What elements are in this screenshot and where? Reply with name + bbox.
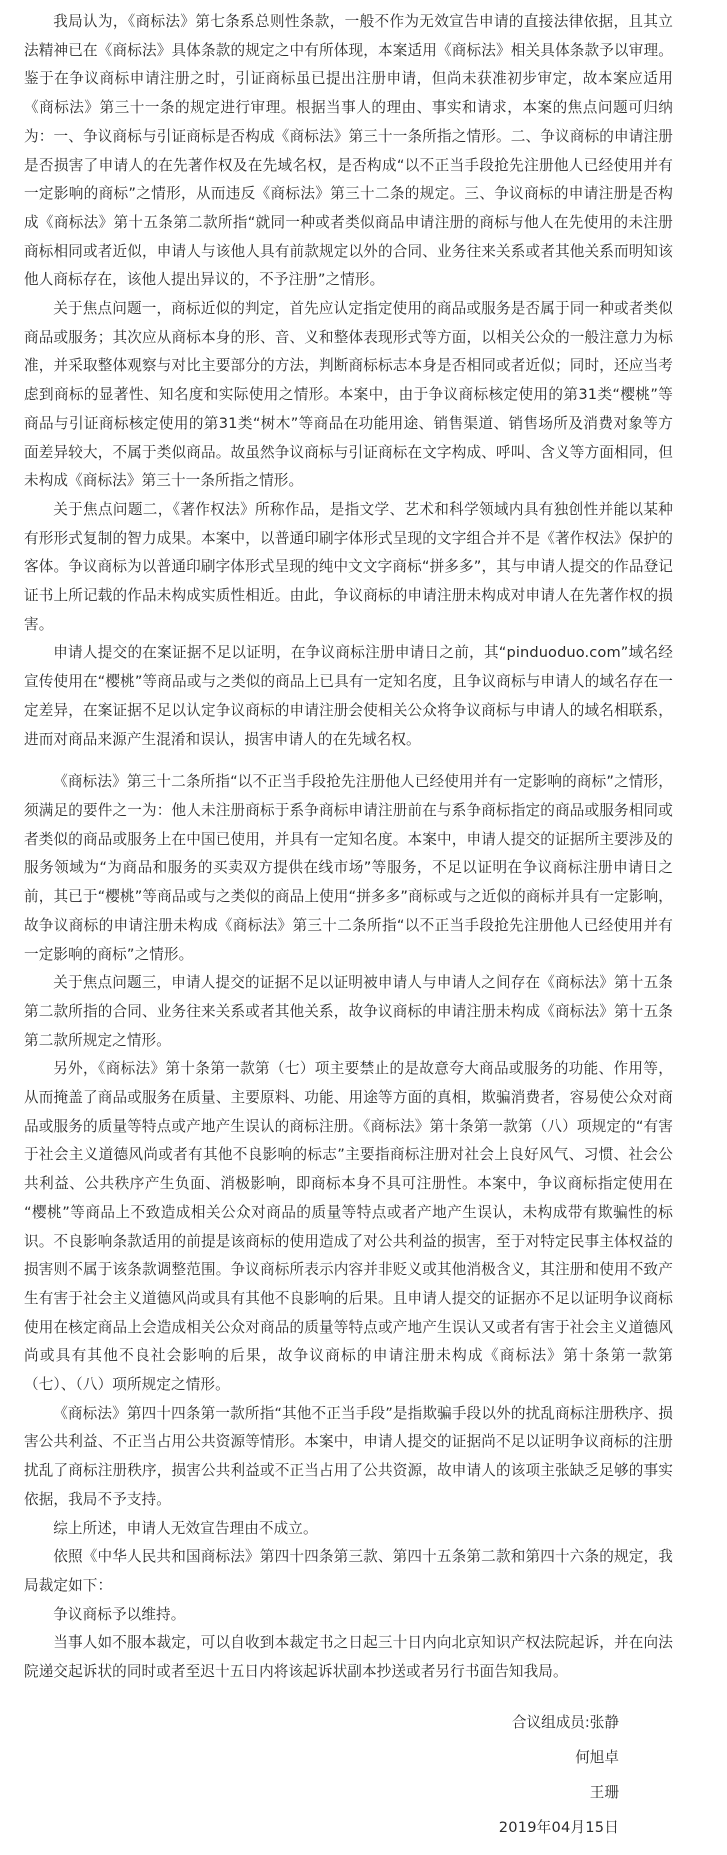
panel-member-2: 何旭卓 [575,1748,619,1766]
paragraph-6: 关于焦点问题三，申请人提交的证据不足以证明被申请人与申请人之间存在《商标法》第十五条第二款所指的合同、业务往来关系或者其他关系，故争议商标的申请注册未构成《商标法》第十五条第二款所规定之情形。 [24,974,673,1049]
paragraph-8: 《商标法》第四十四条第一款所指“其他不正当手段”是指欺骗手段以外的扰乱商标注册秩序、损害公共利益、不正当占用公共资源等情形。本案中，申请人提交的证据尚不足以证明争议商标的注册扰乱了商标注册秩序，损害公共利益或不正当占用了公共资源，故申请人的该项主张缺乏足够的事实依据，我局不予支持。 [24,1404,673,1508]
ruling-date: 2019年04月15日 [498,1818,619,1836]
paragraph-5: 《商标法》第三十二条所指“以不正当手段抢先注册他人已经使用并有一定影响的商标”之情形，须满足的要件之一为：他人未注册商标于系争商标申请注册前在与系争商标指定的商品或服务相同或者类似的商品或服务上在中国已使用，并具有一定知名度。本案中，申请人提交的证据所主要涉及的服务领域为“为商品和服务的买卖双方提供在线市场”等服务，不足以证明在争议商标注册申请日之前，其已于“樱桃”等商品或与之类似的商品上使用“拼多多”商标或与之近似的商标并具有一定影响，故争议商标的申请注册未构成《商标法》第三十二条所指“以不正当手段抢先注册他人已经使用并有一定影响的商标”之情形。 [24,773,673,963]
paragraph-legal-basis: 依照《中华人民共和国商标法》第四十四条第三款、第四十五条第二款和第四十六条的规定，我局裁定如下： [24,1548,673,1594]
paragraph-1: 我局认为，《商标法》第七条系总则性条款，一般不作为无效宣告申请的直接法律依据，且其立法精神已在《商标法》具体条款的规定之中有所体现，本案适用《商标法》相关具体条款予以审理。鉴于在争议商标申请注册之时，引证商标虽已提出注册申请，但尚未获准初步审定，故本案应适用《商标法》第三十一条的规定进行审理。根据当事人的理由、事实和请求，本案的焦点问题可归纳为：一、争议商标与引证商标是否构成《商标法》第三十一条所指之情形。二、争议商标的申请注册是否损害了申请人的在先著作权及在先域名权，是否构成“以不正当手段抢先注册他人已经使用并有一定影响的商标”之情形，从而违反《商标法》第三十二条的规定。三、争议商标的申请注册是否构成《商标法》第十五条第二款所指“就同一种或者类似商品申请注册的商标与他人在先使用的未注册商标相同或者近似，申请人与该他人具有前款规定以外的合同、业务往来关系或者其他关系而明知该他人商标存在，该他人提出异议的，不予注册”之情形。 [24,13,673,289]
document-body [24,8,673,1687]
paragraph-7: 另外，《商标法》第十条第一款第（七）项主要禁止的是故意夸大商品或服务的功能、作用等，从而掩盖了商品或服务在质量、主要原料、功能、用途等方面的真相，欺骗消费者，容易使公众对商品或服务的质量等特点或产地产生误认的商标注册。《商标法》第十条第一款第（八）项规定的“有害于社会主义道德风尚或者有其他不良影响的标志”主要指商标注册对社会上良好风气、习惯、社会公共利益、公共秩序产生负面、消极影响，即商标本身不具可注册性。本案中，争议商标指定使用在“樱桃”等商品上不致造成相关公众对商品的质量等特点或者产地产生误认，未构成带有欺骗性的标识。不良影响条款适用的前提是该商标的使用造成了对公共利益的损害，至于对特定民事主体权益的损害则不属于该条款调整范围。争议商标所表示内容并非贬义或其他消极含义，其注册和使用不致产生有害于社会主义道德风尚或具有其他不良影响的后果。且申请人提交的证据亦不足以证明争议商标使用在核定商品上会造成相关公众对商品的质量等特点或产地产生误认又或者有害于社会主义道德风尚或具有其他不良社会影响的后果，故争议商标的申请注册未构成《商标法》第十条第一款第（七）、（八）项所规定之情形。 [24,1060,673,1394]
paragraph-4: 申请人提交的在案证据不足以证明，在争议商标注册申请日之前，其“pinduoduo.com”域名经宣传使用在“樱桃”等商品或与之类似的商品上已具有一定知名度，且争议商标与申请人的域名存在一定差异，在案证据不足以认定争议商标的申请注册会使相关公众将争议商标与申请人的域名相联系，进而对商品来源产生混淆和误认，损害申请人的在先域名权。 [24,644,673,748]
panel-member-3: 王珊 [589,1783,619,1801]
signature-block [24,1705,673,1845]
paragraph-conclusion: 综上所述，申请人无效宣告理由不成立。 [53,1519,318,1537]
paragraph-appeal-notice: 当事人如不服本裁定，可以自收到本裁定书之日起三十日内向北京知识产权法院起诉，并在向法院递交起诉状的同时或者至迟十五日内将该起诉状副本抄送或者另行书面告知我局。 [24,1634,673,1681]
panel-member-1: 合议组成员:张静 [511,1713,619,1731]
paragraph-2: 关于焦点问题一，商标近似的判定，首先应认定指定使用的商品或服务是否属于同一种或者类似商品或服务；其次应从商标本身的形、音、义和整体表现形式等方面，以相关公众的一般注意力为标准，并采取整体观察与对比主要部分的方法，判断商标标志本身是否相同或者近似；同时，还应当考虑到商标的显著性、知名度和实际使用之情形。本案中，由于争议商标核定使用的第31类“樱桃”等商品与引证商标核定使用的第31类“树木”等商品在功能用途、销售渠道、销售场所及消费对象等方面差异较大，不属于类似商品。故虽然争议商标与引证商标在文字构成、呼叫、含义等方面相同，但未构成《商标法》第三十一条所指之情形。 [24,300,673,490]
paragraph-3: 关于焦点问题二，《著作权法》所称作品，是指文学、艺术和科学领域内具有独创性并能以某种有形形式复制的智力成果。本案中，以普通印刷字体形式呈现的文字组合并不是《著作权法》保护的客体。争议商标为以普通印刷字体形式呈现的纯中文文字商标“拼多多”，其与申请人提交的作品登记证书上所记载的作品未构成实质性相近。由此，争议商标的申请注册未构成对申请人在先著作权的损害。 [24,500,673,633]
paragraph-ruling: 争议商标予以维持。 [53,1605,186,1623]
